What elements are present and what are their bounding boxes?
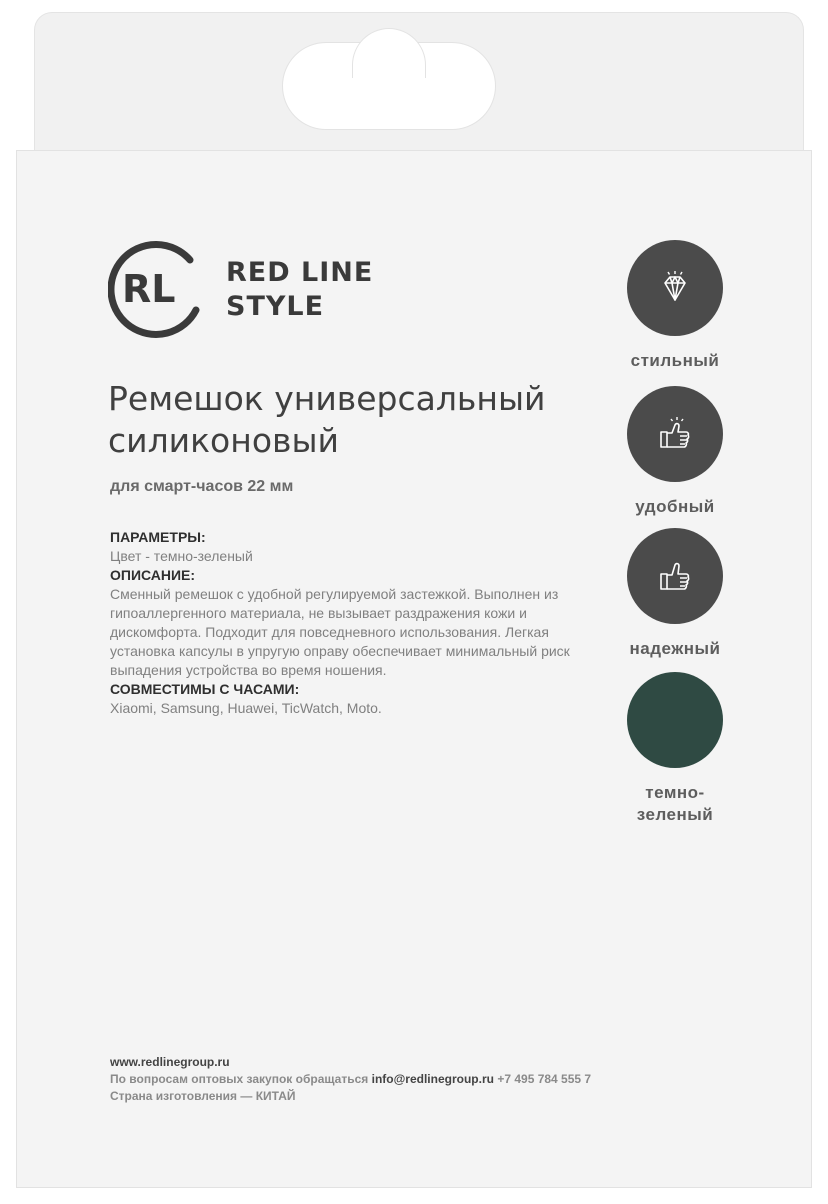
wholesale-prefix: По вопросам оптовых закупок обращаться (110, 1072, 369, 1086)
feature-label: темно- зеленый (636, 783, 714, 824)
params-heading: ПАРАМЕТРЫ: (110, 529, 206, 545)
feature-label: стильный (630, 351, 720, 370)
feature-comfortable (608, 386, 742, 518)
feature-color (608, 672, 742, 826)
diamond-icon (657, 270, 693, 306)
feature-reliable (608, 528, 742, 660)
thumbs-up-icon (656, 557, 694, 595)
description-text: Сменный ремешок с удобной регулируемой застежкой. Выполнен из гипоаллергенного материала, не вызывает раздражения кожи и дискомфорта. Подходит для повседневного использования. Легкая установка капсулы в упругую оправу обеспечивает минимальный риск выпадения устройства во время ношения. (110, 586, 570, 678)
feature-stylish (608, 240, 742, 372)
compat-heading: СОВМЕСТИМЫ С ЧАСАМИ: (110, 681, 300, 697)
product-title: Ремешок универсальный силиконовый (108, 379, 546, 460)
product-details (110, 528, 580, 718)
country-of-origin: Страна изготовления — КИТАЙ (110, 1089, 296, 1103)
email-link[interactable]: info@redlinegroup.ru (371, 1072, 494, 1086)
color-swatch (627, 672, 723, 768)
brand-name: RED LINE STYLE (226, 257, 374, 322)
feature-circle (627, 240, 723, 336)
thumbs-up-sparkle-icon (656, 415, 694, 453)
rl-logo-mark (108, 238, 208, 338)
product-subtitle: для смарт-часов 22 мм (110, 478, 294, 495)
params-text: Цвет - темно-зеленый (110, 548, 253, 564)
feature-label: надежный (629, 639, 721, 658)
logo-mark-text: RL (122, 267, 176, 311)
feature-label: удобный (635, 497, 715, 516)
wholesale-line (110, 1071, 591, 1088)
website-link[interactable]: www.redlinegroup.ru (110, 1055, 230, 1069)
phone-number: +7 495 784 555 7 (497, 1072, 592, 1086)
feature-circle (627, 528, 723, 624)
footer-info (110, 1054, 591, 1105)
description-heading: ОПИСАНИЕ: (110, 567, 196, 583)
brand-logo (108, 238, 398, 338)
compat-text: Xiaomi, Samsung, Huawei, TicWatch, Moto. (110, 700, 382, 716)
feature-circle (627, 386, 723, 482)
